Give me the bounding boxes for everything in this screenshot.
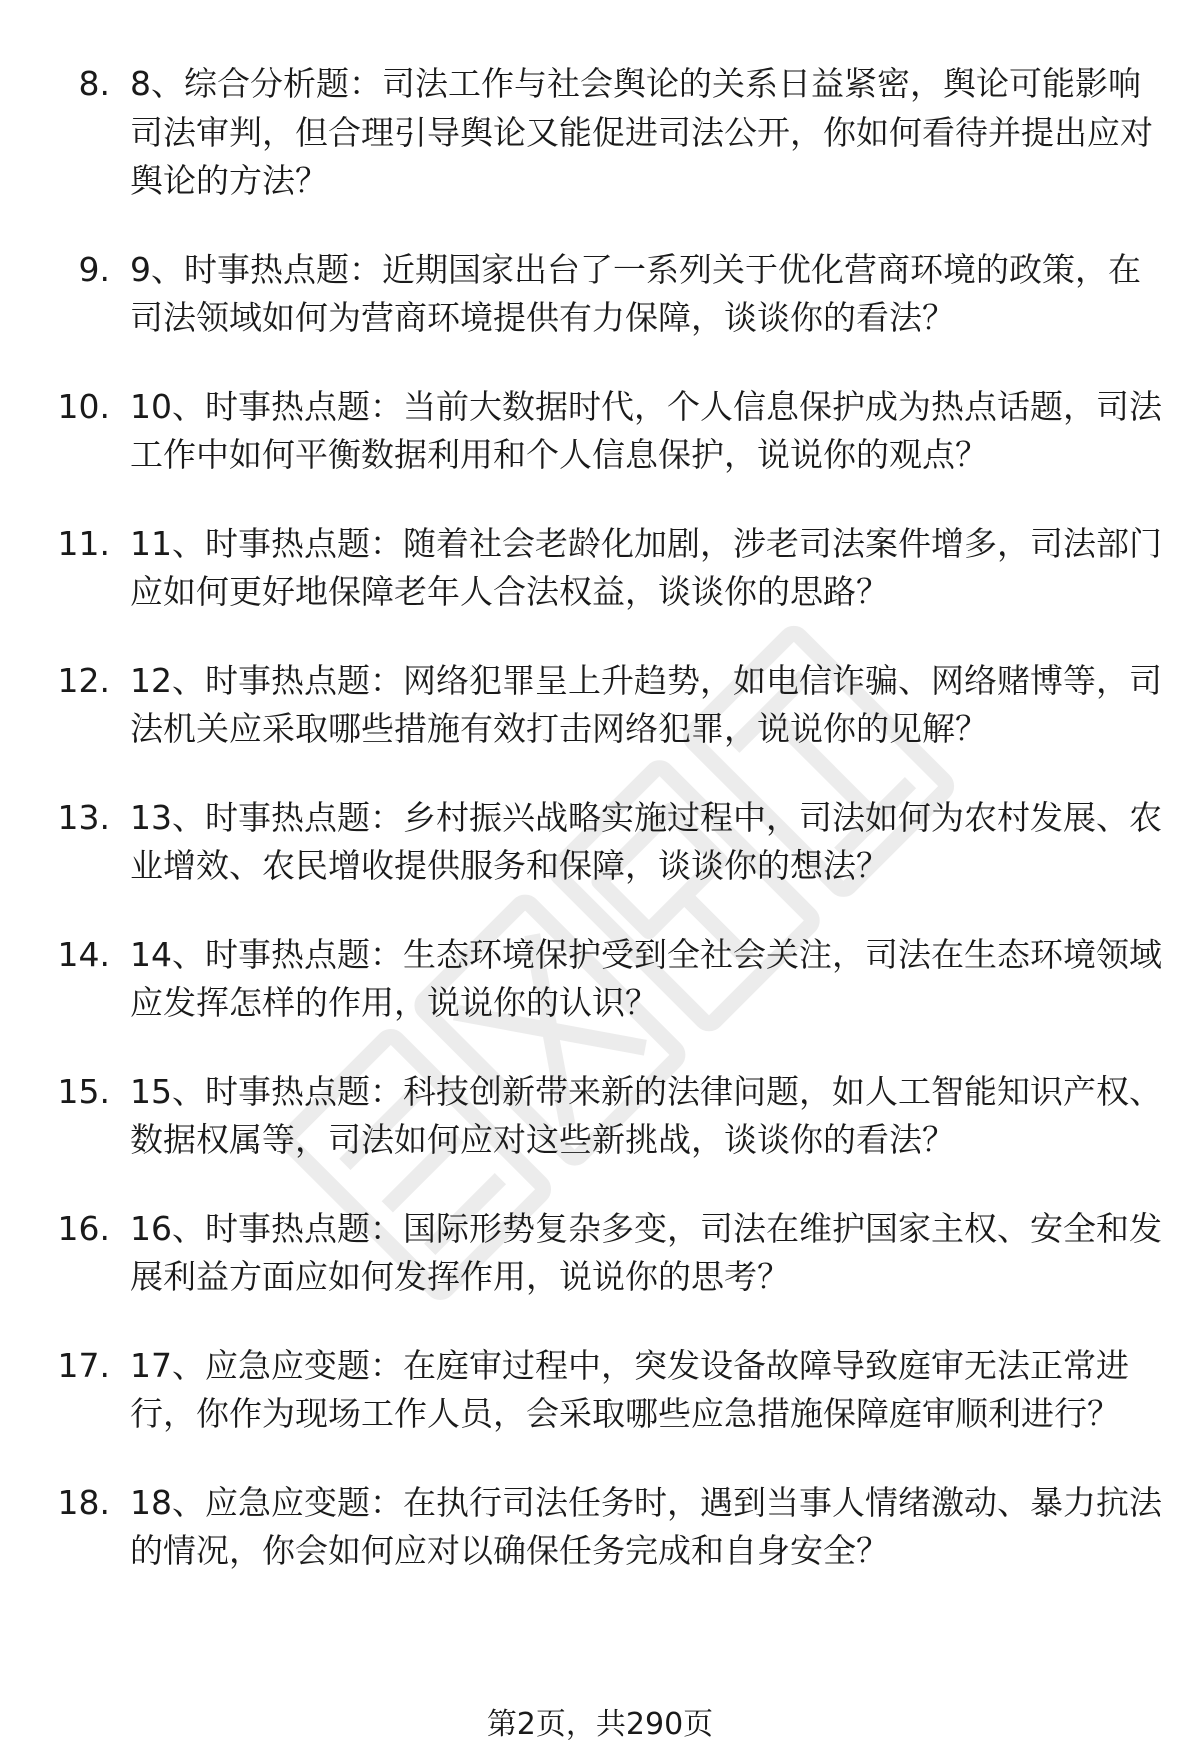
question-text: 10、时事热点题：当前大数据时代，个人信息保护成为热点话题，司法工作中如何平衡数据利用和个人信息保护，说说你的观点？ (130, 386, 1162, 474)
question-number: 15. (57, 1071, 110, 1111)
page-footer: 第2页，共290页 (486, 1707, 714, 1742)
question-item (0, 657, 1200, 754)
question-item (0, 1342, 1200, 1439)
question-list (0, 60, 1200, 1616)
question-item (0, 246, 1200, 343)
question-item (0, 1479, 1200, 1576)
question-number: 12. (57, 660, 110, 700)
question-number: 13. (57, 797, 110, 837)
question-item (0, 794, 1200, 891)
question-text: 13、时事热点题：乡村振兴战略实施过程中，司法如何为农村发展、农业增效、农民增收提供服务和保障，谈谈你的想法？ (130, 797, 1162, 885)
question-item (0, 520, 1200, 617)
question-text: 12、时事热点题：网络犯罪呈上升趋势，如电信诈骗、网络赌博等，司法机关应采取哪些措施有效打击网络犯罪，说说你的见解？ (130, 660, 1162, 748)
question-text: 9、时事热点题：近期国家出台了一系列关于优化营商环境的政策，在司法领域如何为营商环境提供有力保障，谈谈你的看法？ (130, 249, 1141, 337)
question-item (0, 1205, 1200, 1302)
question-item (0, 383, 1200, 480)
question-text: 17、应急应变题：在庭审过程中，突发设备故障导致庭审无法正常进行，你作为现场工作人员，会采取哪些应急措施保障庭审顺利进行？ (130, 1345, 1129, 1433)
question-number: 9. (78, 249, 110, 289)
question-text: 18、应急应变题：在执行司法任务时，遇到当事人情绪激动、暴力抗法的情况，你会如何应对以确保任务完成和自身安全？ (130, 1482, 1162, 1570)
question-number: 17. (57, 1345, 110, 1385)
question-number: 14. (57, 934, 110, 974)
question-number: 10. (57, 386, 110, 426)
question-text: 16、时事热点题：国际形势复杂多变，司法在维护国家主权、安全和发展利益方面应如何发挥作用，说说你的思考？ (130, 1208, 1162, 1296)
question-item (0, 1068, 1200, 1165)
question-text: 11、时事热点题：随着社会老龄化加剧，涉老司法案件增多，司法部门应如何更好地保障老年人合法权益，谈谈你的思路？ (130, 523, 1162, 611)
question-item (0, 931, 1200, 1028)
question-text: 8、综合分析题：司法工作与社会舆论的关系日益紧密，舆论可能影响司法审判，但合理引导舆论又能促进司法公开，你如何看待并提出应对舆论的方法？ (130, 64, 1153, 200)
question-text: 14、时事热点题：生态环境保护受到全社会关注，司法在生态环境领域应发挥怎样的作用，说说你的认识？ (130, 934, 1162, 1022)
question-number: 11. (57, 523, 110, 563)
question-item (0, 60, 1200, 206)
question-number: 18. (57, 1482, 110, 1522)
question-text: 15、时事热点题：科技创新带来新的法律问题，如人工智能知识产权、数据权属等，司法如何应对这些新挑战，谈谈你的看法？ (130, 1071, 1162, 1159)
question-number: 16. (57, 1208, 110, 1248)
question-number: 8. (78, 64, 110, 103)
